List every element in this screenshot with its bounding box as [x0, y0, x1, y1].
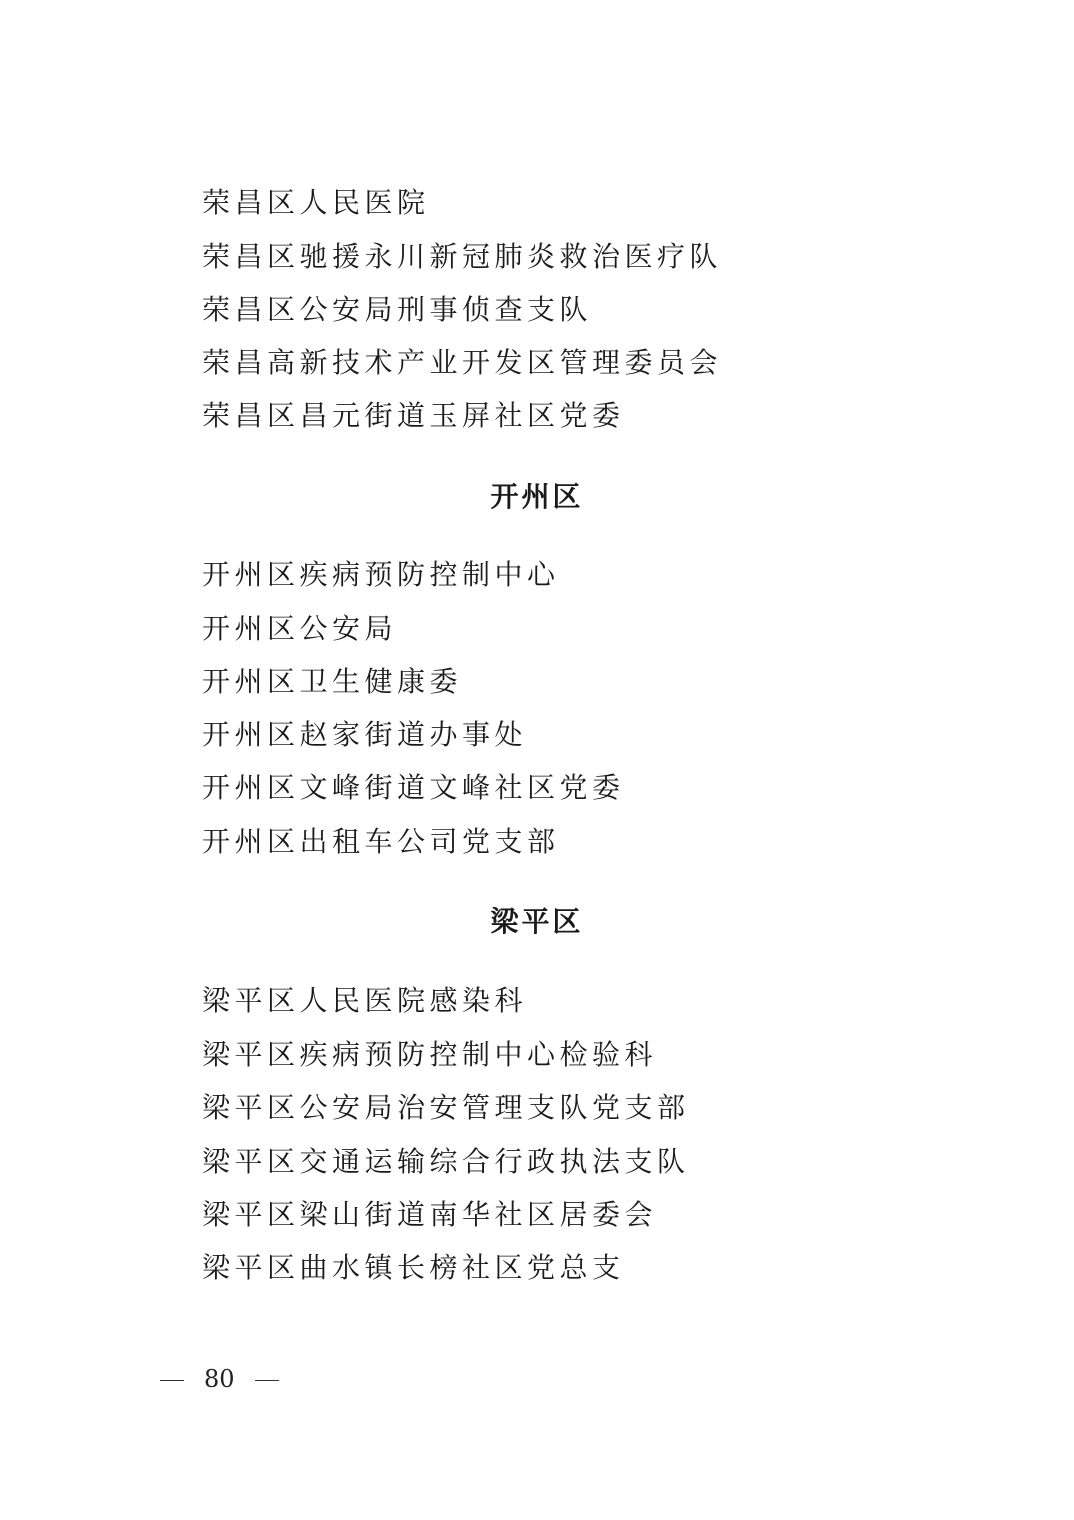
- list-item: 荣昌区人民医院: [202, 186, 430, 219]
- page-number: 80: [204, 1365, 235, 1393]
- page-footer: [160, 1364, 279, 1394]
- list-item: 开州区卫生健康委: [202, 665, 463, 698]
- list-item: 开州区疾病预防控制中心: [202, 558, 560, 591]
- list-item: 梁平区交通运输综合行政执法支队: [202, 1145, 690, 1178]
- footer-dash-left: [160, 1380, 184, 1381]
- section-heading-kaizhou: 开州区: [490, 480, 584, 513]
- list-item: 荣昌区公安局刑事侦查支队: [202, 293, 593, 326]
- list-item: 开州区赵家街道办事处: [202, 718, 528, 751]
- list-item: 荣昌高新技术产业开发区管理委员会: [202, 346, 723, 379]
- list-item: 梁平区公安局治安管理支队党支部: [202, 1091, 690, 1124]
- footer-dash-right: [255, 1380, 279, 1381]
- list-item: 开州区文峰街道文峰社区党委: [202, 771, 625, 804]
- list-item: 梁平区人民医院感染科: [202, 984, 528, 1017]
- section-heading-liangping: 梁平区: [490, 905, 584, 938]
- list-item: 开州区出租车公司党支部: [202, 825, 560, 858]
- list-item: 荣昌区昌元街道玉屏社区党委: [202, 399, 625, 432]
- list-item: 梁平区疾病预防控制中心检验科: [202, 1038, 658, 1071]
- list-item: 梁平区曲水镇长榜社区党总支: [202, 1251, 625, 1284]
- list-item: 开州区公安局: [202, 612, 398, 645]
- list-item: 梁平区梁山街道南华社区居委会: [202, 1198, 658, 1231]
- list-item: 荣昌区驰援永川新冠肺炎救治医疗队: [202, 240, 723, 273]
